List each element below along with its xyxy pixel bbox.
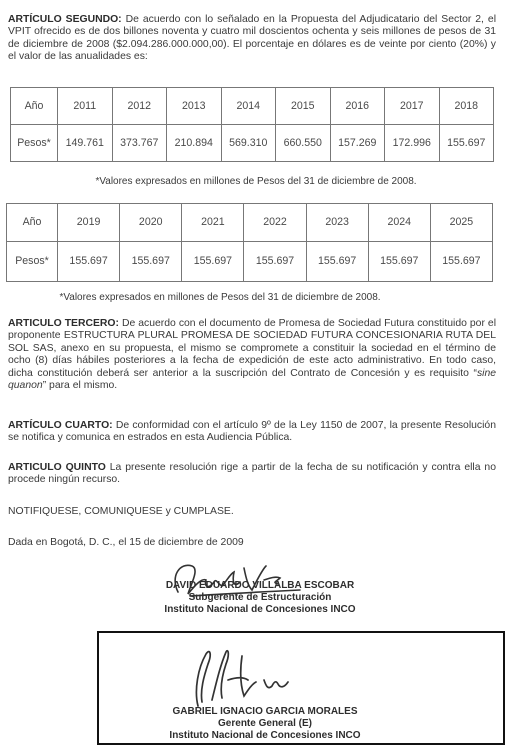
table2-value-cell: 155.697	[182, 242, 244, 282]
table1-value-cell: 157.269	[330, 125, 385, 162]
table2-year-cell: 2023	[306, 204, 368, 242]
articulo-tercero-text-end: ” para el mismo.	[42, 380, 118, 392]
table2-year-cell: 2021	[182, 204, 244, 242]
table1-year-cell: 2018	[439, 88, 494, 125]
table2-value-cell: 155.697	[368, 242, 430, 282]
table1-year-cell: 2013	[167, 88, 222, 125]
date-line: Dada en Bogotá, D. C., el 15 de diciembre de 2009	[8, 537, 244, 548]
table1-value-cell: 569.310	[221, 125, 276, 162]
sine-quanon-phrase: sine quanon	[8, 367, 496, 392]
articulo-tercero-text: De acuerdo con el documento de Promesa de Sociedad Futura constituido por el proponente ESTRUCTURA PLURAL PROMESA DE SOCIEDAD FUTURA CONCESIONARIA RUTA DEL SOL SAS, anexo en su propuesta, el mismo se compromete a constituir la sociedad en el término de ocho (8) días hábiles posteriores a la fecha de expedición de este acto administrativo. En todo caso, dicha constitución deberá ser anterior a la suscripción del Contrato de Concesión y es requisito “	[8, 318, 496, 379]
articulo-segundo-heading: ARTÍCULO SEGUNDO:	[8, 14, 122, 25]
table1-year-cell: 2014	[221, 88, 276, 125]
articulo-cuarto	[8, 420, 496, 445]
closing-line: NOTIFIQUESE, COMUNIQUESE y CUMPLASE.	[8, 506, 234, 517]
table1-value-label: Pesos*	[11, 125, 58, 162]
table2-year-label: Año	[7, 204, 58, 242]
table2-year-row	[7, 204, 493, 242]
table2-value-cell: 155.697	[306, 242, 368, 282]
table1-year-label: Año	[11, 88, 58, 125]
table1-value-cell: 149.761	[58, 125, 113, 162]
table2-value-row	[7, 242, 493, 282]
table2-value-cell: 155.697	[120, 242, 182, 282]
annuities-table-2019-2025	[6, 203, 493, 282]
table2-value-cell: 155.697	[430, 242, 492, 282]
articulo-quinto	[8, 462, 496, 487]
handwritten-signature-2	[168, 640, 318, 710]
table2-year-cell: 2019	[58, 204, 120, 242]
signer-2-title: Gerente General (E)	[218, 718, 312, 729]
table1-year-cell: 2017	[385, 88, 440, 125]
articulo-segundo-text: De acuerdo con lo señalado en la Propuesta del Adjudicatario del Sector 2, el VPIT ofrecido es de dos billones noventa y cuatro mil doscientos ochenta y seis millones de pesos de 31 de diciembre de 2008 ($2.094.286.000.000,00). El porcentaje en dólares es de veinte por ciento (20%) y el valor de las anualidades es:	[8, 14, 496, 63]
articulo-quinto-heading: ARTICULO QUINTO	[8, 462, 106, 473]
table1-value-row	[11, 125, 494, 162]
signer-2-name: GABRIEL IGNACIO GARCIA MORALES	[172, 706, 358, 717]
signer-1-name: DAVID EDUARDO VILLALBA ESCOBAR	[165, 580, 355, 591]
signer-1-block	[120, 580, 400, 616]
table1-footnote: *Valores expresados en millones de Pesos del 31 de diciembre de 2008.	[95, 176, 417, 187]
table1-year-cell: 2015	[276, 88, 331, 125]
table1-value-cell: 210.894	[167, 125, 222, 162]
table1-value-cell: 373.767	[112, 125, 167, 162]
table2-year-cell: 2025	[430, 204, 492, 242]
table2-year-cell: 2024	[368, 204, 430, 242]
articulo-tercero	[8, 318, 496, 392]
signer-1-title: Subgerente de Estructuración	[188, 592, 332, 603]
signer-1-org: Instituto Nacional de Concesiones INCO	[164, 604, 356, 615]
signer-2-block	[120, 706, 410, 742]
table2-value-cell: 155.697	[244, 242, 306, 282]
table1-value-cell: 172.996	[385, 125, 440, 162]
table2-value-label: Pesos*	[7, 242, 58, 282]
table2-year-cell: 2020	[120, 204, 182, 242]
table1-value-cell: 155.697	[439, 125, 494, 162]
annuities-table-2011-2018	[10, 87, 494, 162]
table2-footnote: *Valores expresados en millones de Pesos del 31 de diciembre de 2008.	[59, 292, 381, 303]
articulo-cuarto-text: De conformidad con el artículo 9º de la Ley 1150 de 2007, la presente Resolución se notifica y comunica en estrados en esta Audiencia Pública.	[8, 420, 496, 444]
table2-year-cell: 2022	[244, 204, 306, 242]
articulo-cuarto-heading: ARTÍCULO CUARTO:	[8, 420, 113, 431]
table1-year-cell: 2011	[58, 88, 113, 125]
articulo-tercero-heading: ARTICULO TERCERO:	[8, 318, 119, 329]
table1-year-cell: 2012	[112, 88, 167, 125]
articulo-segundo	[8, 14, 496, 64]
signer-2-org: Instituto Nacional de Concesiones INCO	[169, 730, 361, 741]
table2-value-cell: 155.697	[58, 242, 120, 282]
table1-year-row	[11, 88, 494, 125]
articulo-quinto-text: La presente resolución rige a partir de la fecha de su notificación y contra ella no procede ningún recurso.	[8, 462, 496, 486]
table1-year-cell: 2016	[330, 88, 385, 125]
table1-value-cell: 660.550	[276, 125, 331, 162]
